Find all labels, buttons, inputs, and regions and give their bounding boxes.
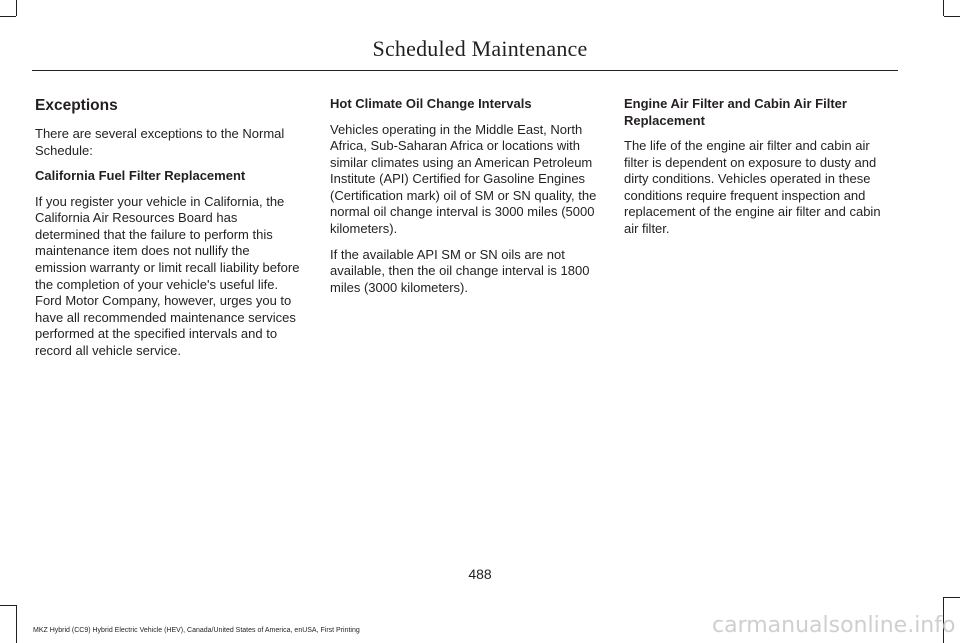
exceptions-intro-paragraph: There are several exceptions to the Normal Schedule: (35, 126, 285, 158)
subheading-hot-climate-oil: Hot Climate Oil Change Intervals (330, 96, 532, 111)
subheading-air-filters: Engine Air Filter and Cabin Air Filter Replacement (624, 96, 847, 128)
crop-mark-top-right-v (943, 0, 944, 16)
edition-note: MKZ Hybrid (CC9) Hybrid Electric Vehicle (HEV), Canada/United States of America, enUSA, First Printing (33, 627, 360, 634)
crop-mark-bottom-left-h (0, 605, 16, 606)
crop-mark-bottom-right-h (944, 597, 960, 598)
crop-mark-top-left-v (16, 0, 17, 16)
subheading-california-fuel-filter: California Fuel Filter Replacement (35, 168, 246, 184)
california-fuel-filter-paragraph: If you register your vehicle in California, the California Air Resources Board has determined that the failure to perform this maintenance item does not nullify the emission warranty or limit recall liability before the completion of your vehicle's useful life. Ford Motor Company, however, urges you to have all recommended maintenance services performed at the specified intervals and to record all vehicle service. (35, 193, 300, 359)
section-heading-exceptions: Exceptions (35, 97, 118, 114)
air-filters-paragraph: The life of the engine air filter and cabin air filter is dependent on exposure to dusty and dirty conditions. Vehicles operated in these conditions require frequent inspection and replacement of the engine air filter and cabin air filter. (624, 138, 881, 236)
crop-mark-top-left-h (0, 16, 16, 17)
watermark: carmanualsonline.info (712, 613, 956, 638)
hot-climate-paragraph-2: If the available API SM or SN oils are not available, then the oil change interval is 1800 miles (3000 kilometers). (330, 246, 590, 295)
page-number: 488 (468, 566, 492, 582)
header-rule (32, 70, 898, 71)
column-hot-climate (330, 96, 598, 305)
hot-climate-paragraph-1: Vehicles operating in the Middle East, North Africa, Sub-Saharan Africa or locations with similar climates using an American Petroleum Institute (API) Certified for Gasoline Engines (Certification mark) oil of SM or SN quality, the normal oil change interval is 3000 miles (5000 kilometers). (330, 121, 597, 237)
column-exceptions (35, 96, 303, 369)
crop-mark-bottom-left-v (16, 605, 17, 643)
crop-mark-top-right-h (944, 16, 960, 17)
column-air-filters (624, 96, 892, 247)
page-title: Scheduled Maintenance (372, 36, 588, 61)
